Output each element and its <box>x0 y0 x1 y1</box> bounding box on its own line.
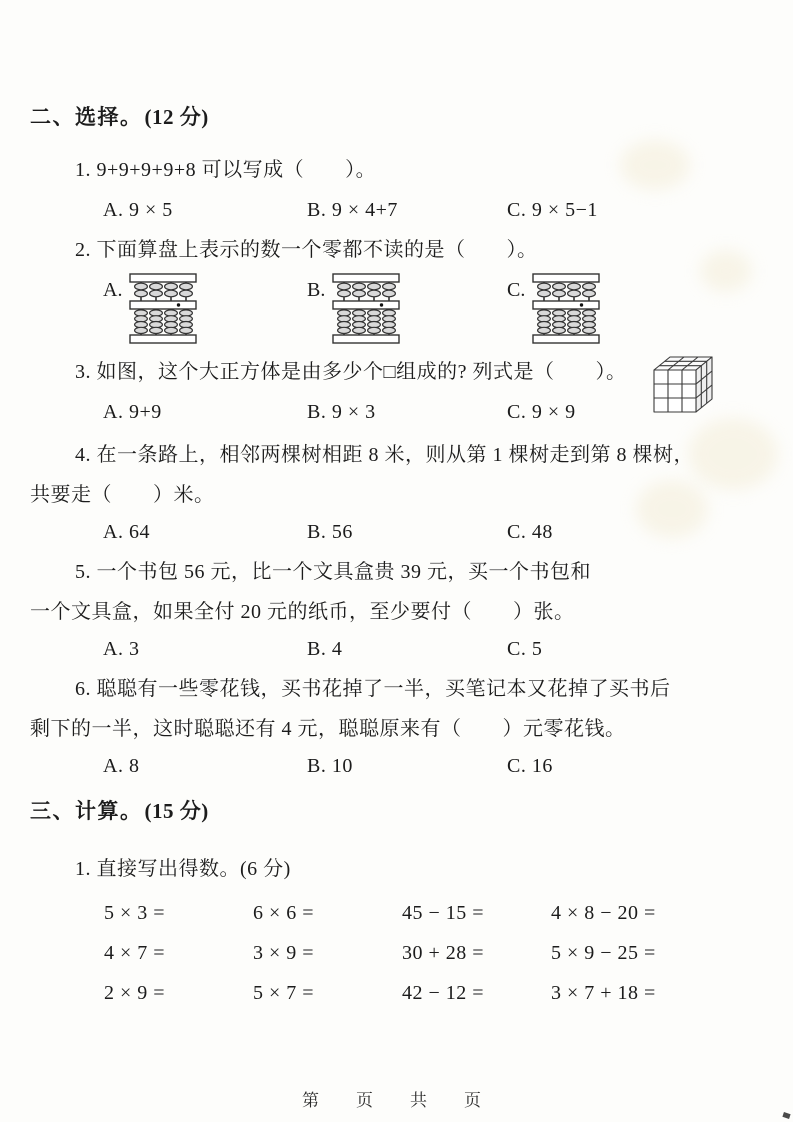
option-b: B. 9 × 4+7 <box>307 199 398 221</box>
scan-corner-artifact <box>782 1112 790 1119</box>
section-calc-title-text: 三、计算。 <box>30 799 143 823</box>
option-b: B. 10 <box>307 755 353 777</box>
calc-row-1 <box>30 898 763 928</box>
section-choice-title <box>30 102 763 132</box>
option-a: A. 9 × 5 <box>103 199 173 221</box>
question-2-text: 2. 下面算盘上表示的数一个零都不读的是（ ）。 <box>75 239 538 261</box>
calc-item: 4 × 8 − 20 = <box>551 902 656 924</box>
question-3-text: 3. 如图，这个大正方体是由多少个□组成的? 列式是（ ）。 <box>75 361 627 383</box>
question-1-options <box>30 195 763 225</box>
section-calc-title <box>30 796 763 826</box>
option-a: A. 9+9 <box>103 401 162 423</box>
calc-item: 5 × 3 = <box>104 902 166 924</box>
option-b-label: B. <box>307 279 326 301</box>
option-c: C. 16 <box>507 755 553 777</box>
question-5-text-line1: 5. 一个书包 56 元，比一个文具盒贵 39 元，买一个书包和 <box>75 561 591 583</box>
option-b: B. 9 × 3 <box>307 401 376 423</box>
question-4-text-line1: 4. 在一条路上，相邻两棵树相距 8 米，则从第 1 棵树走到第 8 棵树， <box>75 444 694 466</box>
calc-item: 5 × 7 = <box>253 982 315 1004</box>
option-a: A. 64 <box>103 521 150 543</box>
calc-item: 3 × 9 = <box>253 942 315 964</box>
option-a: A. 8 <box>103 755 140 777</box>
question-4-text-line2: 共要走（ ）米。 <box>30 484 215 506</box>
calc-row-3 <box>30 978 763 1008</box>
option-b: B. 56 <box>307 521 353 543</box>
abacus-icon <box>532 273 600 344</box>
calc-sub1-title: 1. 直接写出得数。(6 分) <box>75 858 291 880</box>
question-5-text-line2: 一个文具盒，如果全付 20 元的纸币，至少要付（ ）张。 <box>30 601 575 623</box>
calc-item: 6 × 6 = <box>253 902 315 924</box>
option-b: B. 4 <box>307 638 343 660</box>
section-choice-title-text: 二、选择。 <box>30 105 143 129</box>
option-b <box>307 273 507 347</box>
calc-row-2 <box>30 938 763 968</box>
option-c: C. 5 <box>507 638 543 660</box>
question-2-options <box>30 273 763 347</box>
option-a-label: A. <box>103 279 123 301</box>
page-footer: 第 页 共 页 <box>302 1091 491 1110</box>
option-c: C. 9 × 9 <box>507 401 576 423</box>
question-6-text-line2: 剩下的一半，这时聪聪还有 4 元，聪聪原来有（ ）元零花钱。 <box>30 718 626 740</box>
question-6-text-line1: 6. 聪聪有一些零花钱，买书花掉了一半，买笔记本又花掉了买书后 <box>75 678 671 700</box>
question-1-text: 1. 9+9+9+9+8 可以写成（ ）。 <box>75 159 377 181</box>
option-c-label: C. <box>507 279 526 301</box>
option-c: C. 48 <box>507 521 553 543</box>
worksheet-content <box>30 102 763 1018</box>
option-c <box>507 273 763 347</box>
calc-item: 5 × 9 − 25 = <box>551 942 656 964</box>
calc-item: 45 − 15 = <box>402 902 485 924</box>
calc-item: 4 × 7 = <box>104 942 166 964</box>
question-5-options <box>30 634 763 664</box>
cube-3x3-icon <box>650 354 722 421</box>
calc-item: 2 × 9 = <box>104 982 166 1004</box>
option-a: A. 3 <box>103 638 140 660</box>
abacus-icon <box>129 273 197 344</box>
calc-item: 42 − 12 = <box>402 982 485 1004</box>
abacus-icon <box>332 273 400 344</box>
section-calc-score: (15 分) <box>144 799 209 823</box>
calc-item: 30 + 28 = <box>402 942 485 964</box>
question-6-options <box>30 751 763 781</box>
section-choice-score: (12 分) <box>144 105 209 129</box>
option-c: C. 9 × 5−1 <box>507 199 598 221</box>
option-a <box>103 273 307 347</box>
calc-item: 3 × 7 + 18 = <box>551 982 656 1004</box>
question-4-options <box>30 517 763 547</box>
